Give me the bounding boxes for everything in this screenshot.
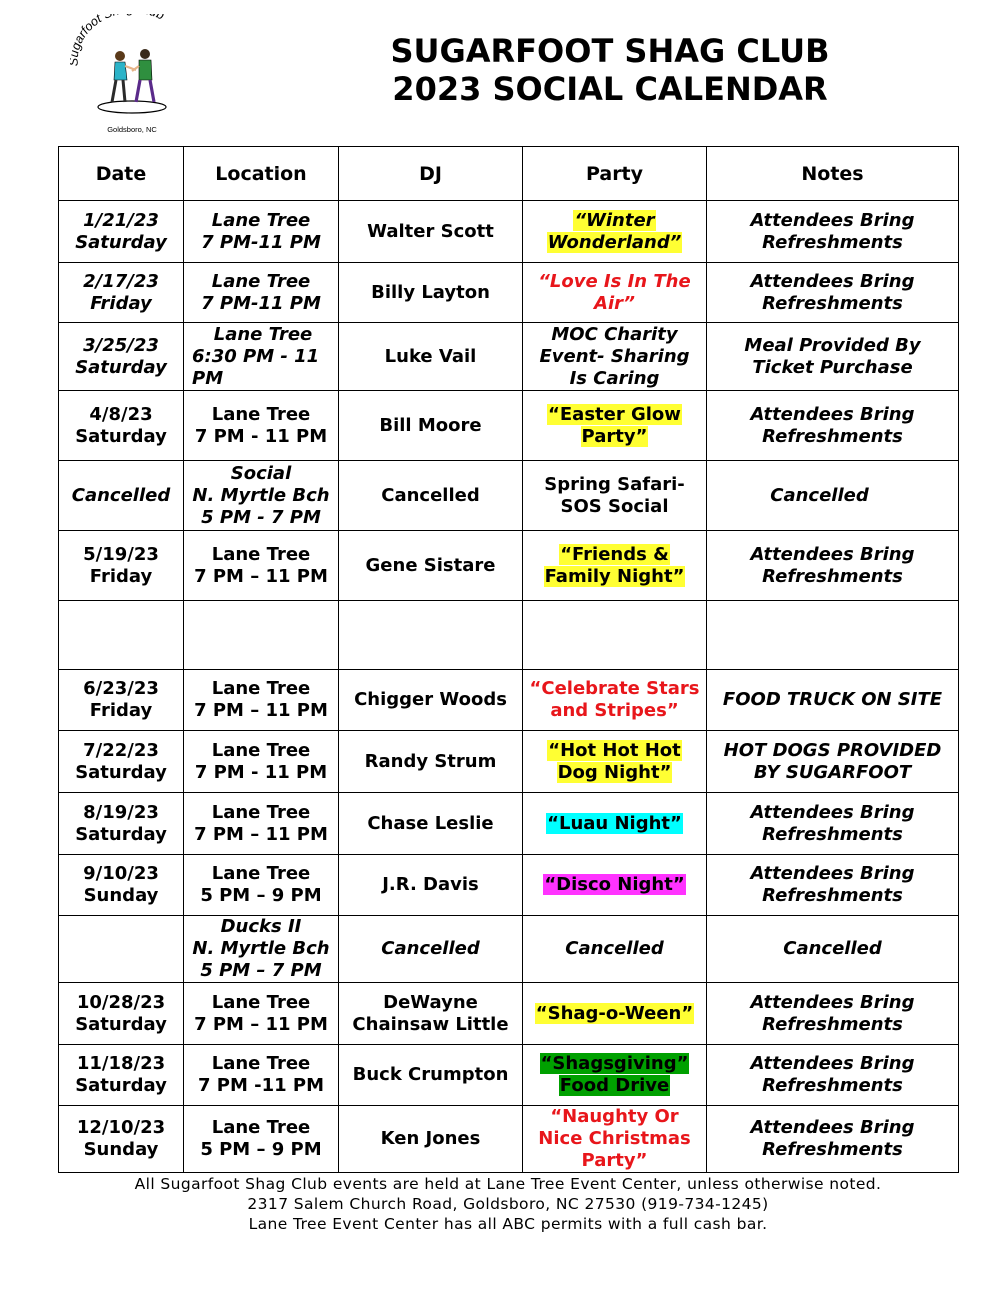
party-cell: “Luau Night”: [523, 793, 707, 855]
date-cell: 2/17/23 Friday: [59, 263, 184, 323]
party-cell: “Disco Night”: [523, 855, 707, 916]
party-cell: MOC Charity Event- Sharing Is Caring: [523, 323, 707, 391]
party-cell: “Easter Glow Party”: [523, 391, 707, 461]
dj-cell: Cancelled: [339, 916, 523, 983]
table-row: [59, 531, 959, 601]
location-cell: Lane Tree 6:30 PM - 11 PM: [184, 323, 339, 391]
date-cell: 7/22/23 Saturday: [59, 731, 184, 793]
location-cell: Lane Tree 7 PM - 11 PM: [184, 391, 339, 461]
party-cell: [523, 601, 707, 670]
date-cell: 10/28/23 Saturday: [59, 983, 184, 1045]
dj-cell: Chigger Woods: [339, 670, 523, 731]
date-cell: 1/21/23 Saturday: [59, 201, 184, 263]
party-cell: Cancelled: [523, 916, 707, 983]
date-cell: 11/18/23 Saturday: [59, 1045, 184, 1106]
dj-cell: Billy Layton: [339, 263, 523, 323]
date-cell: [59, 916, 184, 983]
notes-cell: Cancelled: [707, 461, 959, 531]
party-cell: “Celebrate Stars and Stripes”: [523, 670, 707, 731]
notes-cell: [707, 601, 959, 670]
dj-cell: Luke Vail: [339, 323, 523, 391]
date-cell: 8/19/23 Saturday: [59, 793, 184, 855]
party-cell: Spring Safari- SOS Social: [523, 461, 707, 531]
dj-cell: DeWayne Chainsaw Little: [339, 983, 523, 1045]
table-row: [59, 983, 959, 1045]
table-row: [59, 916, 959, 983]
dj-cell: Cancelled: [339, 461, 523, 531]
location-cell: Lane Tree 7 PM – 11 PM: [184, 983, 339, 1045]
location-cell: Lane Tree 7 PM - 11 PM: [184, 731, 339, 793]
date-cell: Cancelled: [59, 461, 184, 531]
dj-cell: Ken Jones: [339, 1106, 523, 1173]
date-cell: 9/10/23 Sunday: [59, 855, 184, 916]
notes-cell: Attendees Bring Refreshments: [707, 1106, 959, 1173]
location-cell: Lane Tree 7 PM -11 PM: [184, 1045, 339, 1106]
location-cell: Lane Tree 5 PM – 9 PM: [184, 1106, 339, 1173]
social-calendar-table: [58, 146, 959, 1173]
page-title: [300, 32, 920, 108]
location-cell: Lane Tree 7 PM – 11 PM: [184, 793, 339, 855]
logo-location: Goldsboro, NC: [107, 125, 157, 134]
notes-cell: HOT DOGS PROVIDED BY SUGARFOOT: [707, 731, 959, 793]
location-cell: Ducks II N. Myrtle Bch 5 PM – 7 PM: [184, 916, 339, 983]
table-row: [59, 461, 959, 531]
header-date: Date: [59, 147, 184, 201]
notes-cell: Attendees Bring Refreshments: [707, 1045, 959, 1106]
party-cell: “Shagsgiving” Food Drive: [523, 1045, 707, 1106]
notes-cell: Attendees Bring Refreshments: [707, 855, 959, 916]
header-party: Party: [523, 147, 707, 201]
table-row: [59, 670, 959, 731]
logo-name: arfoot b: [71, 14, 167, 46]
table-row: [59, 731, 959, 793]
club-logo: [70, 14, 195, 139]
party-cell: “Shag-o-Ween”: [523, 983, 707, 1045]
dancing-couple-icon: [70, 14, 195, 139]
footer-line-1: All Sugarfoot Shag Club events are held at Lane Tree Event Center, unless otherwise noted.: [134, 1175, 882, 1193]
date-cell: [59, 601, 184, 670]
table-row: [59, 323, 959, 391]
header-dj: DJ: [339, 147, 523, 201]
table-header-row: [59, 147, 959, 201]
table-row: [59, 1106, 959, 1173]
location-cell: Lane Tree 7 PM-11 PM: [184, 263, 339, 323]
title-line-2: 2023 SOCIAL CALENDAR: [392, 70, 828, 108]
dj-cell: Walter Scott: [339, 201, 523, 263]
header-location: Location: [184, 147, 339, 201]
party-cell: “Naughty Or Nice Christmas Party”: [523, 1106, 707, 1173]
table-row: [59, 793, 959, 855]
location-cell: Social N. Myrtle Bch 5 PM - 7 PM: [184, 461, 339, 531]
location-cell: Lane Tree 5 PM – 9 PM: [184, 855, 339, 916]
location-cell: Lane Tree 7 PM – 11 PM: [184, 670, 339, 731]
notes-cell: Attendees Bring Refreshments: [707, 263, 959, 323]
footer-line-2: 2317 Salem Church Road, Goldsboro, NC 27530 (919-734-1245): [247, 1195, 769, 1213]
party-cell: “Love Is In The Air”: [523, 263, 707, 323]
notes-cell: Attendees Bring Refreshments: [707, 391, 959, 461]
location-cell: Lane Tree 7 PM-11 PM: [184, 201, 339, 263]
location-cell: Lane Tree 7 PM – 11 PM: [184, 531, 339, 601]
dj-cell: [339, 601, 523, 670]
party-cell: “Hot Hot Hot Dog Night”: [523, 731, 707, 793]
table-row: [59, 855, 959, 916]
date-cell: 12/10/23 Sunday: [59, 1106, 184, 1173]
notes-cell: Attendees Bring Refreshments: [707, 531, 959, 601]
notes-cell: Attendees Bring Refreshments: [707, 793, 959, 855]
notes-cell: Attendees Bring Refreshments: [707, 983, 959, 1045]
date-cell: 6/23/23 Friday: [59, 670, 184, 731]
header-notes: Notes: [707, 147, 959, 201]
dj-cell: Randy Strum: [339, 731, 523, 793]
location-cell: [184, 601, 339, 670]
title-line-1: SUGARFOOT SHAG CLUB: [390, 32, 830, 70]
notes-cell: Attendees Bring Refreshments: [707, 201, 959, 263]
table-row: [59, 1045, 959, 1106]
notes-cell: Cancelled: [707, 916, 959, 983]
party-cell: “Winter Wonderland”: [523, 201, 707, 263]
dj-cell: J.R. Davis: [339, 855, 523, 916]
notes-cell: FOOD TRUCK ON SITE: [707, 670, 959, 731]
footer-line-3: Lane Tree Event Center has all ABC permits with a full cash bar.: [248, 1215, 768, 1233]
table-row: [59, 391, 959, 461]
table-row: [59, 263, 959, 323]
dj-cell: Bill Moore: [339, 391, 523, 461]
table-row-empty: [59, 601, 959, 670]
date-cell: 3/25/23 Saturday: [59, 323, 184, 391]
date-cell: 4/8/23 Saturday: [59, 391, 184, 461]
table-row: [59, 201, 959, 263]
party-cell: “Friends & Family Night”: [523, 531, 707, 601]
dj-cell: Chase Leslie: [339, 793, 523, 855]
dj-cell: Gene Sistare: [339, 531, 523, 601]
date-cell: 5/19/23 Friday: [59, 531, 184, 601]
notes-cell: Meal Provided By Ticket Purchase: [707, 323, 959, 391]
footer-notes: [58, 1174, 958, 1234]
dj-cell: Buck Crumpton: [339, 1045, 523, 1106]
